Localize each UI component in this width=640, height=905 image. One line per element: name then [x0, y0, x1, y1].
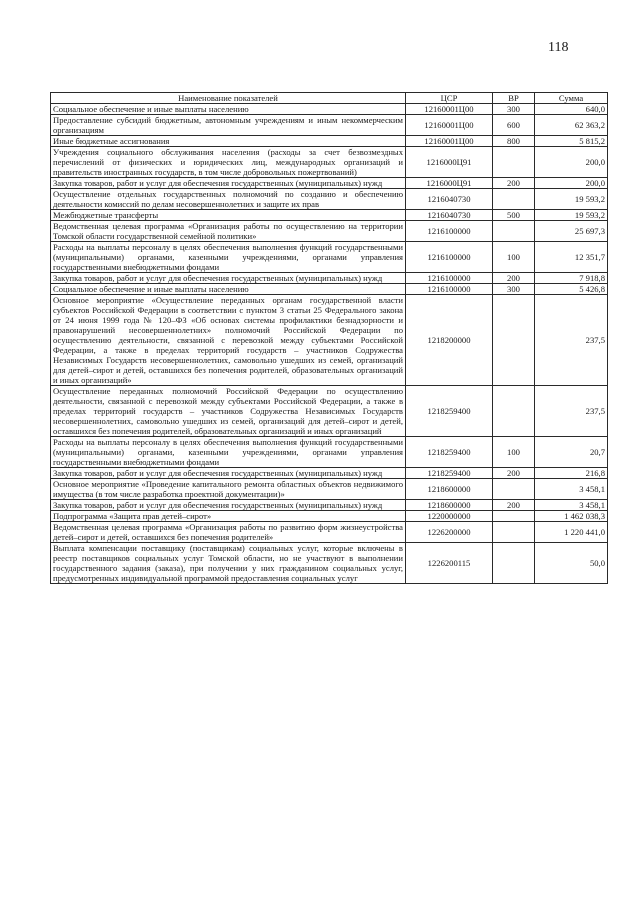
- cell-sum: 5 426,8: [535, 284, 608, 295]
- cell-csr: 1216040730: [406, 189, 493, 210]
- cell-csr: 12160001Ц00: [406, 136, 493, 147]
- cell-vr: [493, 479, 535, 500]
- cell-vr: 100: [493, 242, 535, 273]
- cell-sum: 20,7: [535, 437, 608, 468]
- cell-sum: 5 815,2: [535, 136, 608, 147]
- table-header-row: [51, 93, 608, 104]
- cell-name: Социальное обеспечение и иные выплаты населению: [51, 104, 406, 115]
- cell-csr: 1226200000: [406, 522, 493, 543]
- table-row: [51, 189, 608, 210]
- table-row: [51, 147, 608, 178]
- cell-vr: [493, 543, 535, 584]
- cell-vr: [493, 511, 535, 522]
- cell-name: Выплата компенсации поставщику (поставщикам) социальных услуг, которые включены в реестр поставщиков социальных услуг Томской области, но не участвуют в выполнении государственного задания (заказа), при получении у них гражданином социальных услуг, предусмотренных индивидуальной программой предоставления социальных услуг: [51, 543, 406, 584]
- cell-name: Межбюджетные трансферты: [51, 210, 406, 221]
- cell-sum: 3 458,1: [535, 500, 608, 511]
- table-row: [51, 221, 608, 242]
- cell-csr: 1218259400: [406, 468, 493, 479]
- cell-csr: 1216000Ц91: [406, 178, 493, 189]
- cell-name: Закупка товаров, работ и услуг для обеспечения государственных (муниципальных) нужд: [51, 500, 406, 511]
- cell-vr: 300: [493, 104, 535, 115]
- cell-csr: 1220000000: [406, 511, 493, 522]
- cell-sum: 19 593,2: [535, 210, 608, 221]
- header-vr: ВР: [493, 93, 535, 104]
- cell-name: Основное мероприятие «Осуществление переданных органам государственной власти субъектов Российской Федерации в соответствии с пунктом 3 статьи 25 Федерального закона от 24 июня 1999 года № 120–ФЗ «Об основах системы профилактики безнадзорности и правонарушений несовершеннолетних» полномочий Российской Федерации по осуществлению деятельности, связанной с перевозкой между субъектами Российской Федерации, а также в пределах территорий государств – участников Содружества Независимых Государств несовершеннолетних, самовольно ушедших из семей, организаций для детей–сирот и детей, оставшихся без попечения родителей, образовательных организаций и иных организаций»: [51, 295, 406, 386]
- cell-vr: [493, 189, 535, 210]
- cell-vr: 200: [493, 273, 535, 284]
- cell-csr: 1216100000: [406, 273, 493, 284]
- cell-vr: 500: [493, 210, 535, 221]
- cell-csr: 1226200115: [406, 543, 493, 584]
- cell-sum: 237,5: [535, 295, 608, 386]
- table-row: [51, 273, 608, 284]
- cell-name: Иные бюджетные ассигнования: [51, 136, 406, 147]
- header-csr: ЦСР: [406, 93, 493, 104]
- cell-vr: 200: [493, 178, 535, 189]
- cell-name: Основное мероприятие «Проведение капитального ремонта областных объектов недвижимого имущества (в том числе разработка проектной документации)»: [51, 479, 406, 500]
- cell-csr: 1218600000: [406, 479, 493, 500]
- cell-csr: 1216100000: [406, 284, 493, 295]
- cell-sum: 1 220 441,0: [535, 522, 608, 543]
- cell-sum: 50,0: [535, 543, 608, 584]
- table-row: [51, 242, 608, 273]
- cell-csr: 1216000Ц91: [406, 147, 493, 178]
- cell-sum: 3 458,1: [535, 479, 608, 500]
- table-row: [51, 479, 608, 500]
- table-row: [51, 136, 608, 147]
- cell-name: Осуществление отдельных государственных полномочий по созданию и обеспечению деятельности комиссий по делам несовершеннолетних и защите их прав: [51, 189, 406, 210]
- cell-csr: 1216040730: [406, 210, 493, 221]
- table-row: [51, 295, 608, 386]
- cell-vr: 300: [493, 284, 535, 295]
- table-row: [51, 115, 608, 136]
- header-sum: Сумма: [535, 93, 608, 104]
- header-name: Наименование показателей: [51, 93, 406, 104]
- cell-name: Закупка товаров, работ и услуг для обеспечения государственных (муниципальных) нужд: [51, 273, 406, 284]
- cell-sum: 237,5: [535, 386, 608, 437]
- table-row: [51, 522, 608, 543]
- cell-vr: [493, 221, 535, 242]
- cell-name: Закупка товаров, работ и услуг для обеспечения государственных (муниципальных) нужд: [51, 468, 406, 479]
- table-row: [51, 511, 608, 522]
- cell-name: Социальное обеспечение и иные выплаты населению: [51, 284, 406, 295]
- table-row: [51, 437, 608, 468]
- cell-sum: 7 918,8: [535, 273, 608, 284]
- cell-sum: 216,8: [535, 468, 608, 479]
- cell-csr: 12160001Ц00: [406, 104, 493, 115]
- cell-vr: [493, 386, 535, 437]
- cell-csr: 1216100000: [406, 221, 493, 242]
- cell-name: Осуществление переданных полномочий Российской Федерации по осуществлению деятельности, связанной с перевозкой между субъектами Российской Федерации, а также в пределах территорий государств – участников Содружества Независимых Государств несовершеннолетних, самовольно ушедших из семей, организаций для детей–сирот и детей, оставшихся без попечения родителей, образовательных организаций и иных организаций: [51, 386, 406, 437]
- cell-sum: 640,0: [535, 104, 608, 115]
- table-body: [51, 104, 608, 584]
- table-row: [51, 178, 608, 189]
- cell-vr: 800: [493, 136, 535, 147]
- cell-name: Предоставление субсидий бюджетным, автономным учреждениям и иным некоммерческим организациям: [51, 115, 406, 136]
- cell-name: Расходы на выплаты персоналу в целях обеспечения выполнения функций государственными (муниципальными) органами, казенными учреждениями, органами управления государственными внебюджетными фондами: [51, 437, 406, 468]
- cell-vr: 600: [493, 115, 535, 136]
- cell-sum: 200,0: [535, 147, 608, 178]
- cell-vr: 200: [493, 500, 535, 511]
- cell-name: Ведомственная целевая программа «Организация работы по развитию форм жизнеустройства детей–сирот и детей, оставшихся без попечения родителей»: [51, 522, 406, 543]
- cell-sum: 25 697,3: [535, 221, 608, 242]
- budget-table: [50, 92, 608, 584]
- cell-name: Подпрограмма «Защита прав детей–сирот»: [51, 511, 406, 522]
- cell-vr: [493, 522, 535, 543]
- table-row: [51, 468, 608, 479]
- cell-name: Ведомственная целевая программа «Организация работы по осуществлению на территории Томской области государственной семейной политики»: [51, 221, 406, 242]
- cell-name: Расходы на выплаты персоналу в целях обеспечения выполнения функций государственными (муниципальными) органами, казенными учреждениями, органами управления государственными внебюджетными фондами: [51, 242, 406, 273]
- cell-sum: 12 351,7: [535, 242, 608, 273]
- cell-csr: 1218600000: [406, 500, 493, 511]
- cell-sum: 62 363,2: [535, 115, 608, 136]
- cell-vr: [493, 295, 535, 386]
- cell-vr: 100: [493, 437, 535, 468]
- table-row: [51, 386, 608, 437]
- cell-csr: 1218259400: [406, 437, 493, 468]
- table-row: [51, 500, 608, 511]
- cell-vr: 200: [493, 468, 535, 479]
- cell-sum: 19 593,2: [535, 189, 608, 210]
- table-row: [51, 284, 608, 295]
- cell-csr: 1218200000: [406, 295, 493, 386]
- table-row: [51, 210, 608, 221]
- cell-csr: 12160001Ц00: [406, 115, 493, 136]
- cell-sum: 1 462 038,3: [535, 511, 608, 522]
- cell-name: Учреждения социального обслуживания населения (расходы за счет безвозмездных перечислений от физических и юридических лиц, международных организаций и правительств иностранных государств, в том числе добровольных пожертвований): [51, 147, 406, 178]
- table-row: [51, 543, 608, 584]
- cell-vr: [493, 147, 535, 178]
- table-row: [51, 104, 608, 115]
- cell-sum: 200,0: [535, 178, 608, 189]
- cell-csr: 1218259400: [406, 386, 493, 437]
- cell-name: Закупка товаров, работ и услуг для обеспечения государственных (муниципальных) нужд: [51, 178, 406, 189]
- page-number: 118: [548, 40, 569, 55]
- cell-csr: 1216100000: [406, 242, 493, 273]
